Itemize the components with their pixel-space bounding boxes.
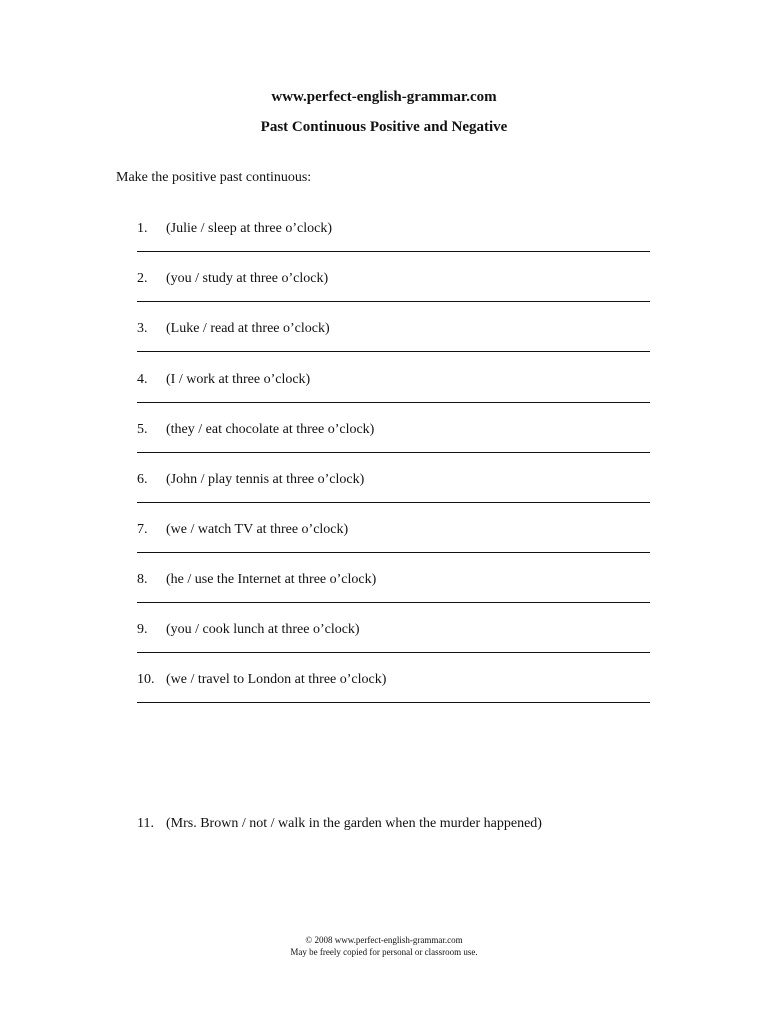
exercise-item [137, 270, 650, 320]
page-title: Past Continuous Positive and Negative [260, 119, 508, 135]
answer-line [137, 602, 650, 603]
answer-line [137, 351, 650, 352]
exercise-item [137, 320, 650, 370]
answer-line [137, 652, 650, 653]
exercise-prompt: (he / use the Internet at three o’clock) [166, 572, 377, 587]
exercise-number: 7. [137, 522, 148, 537]
answer-line [137, 251, 650, 252]
answer-line [137, 552, 650, 553]
answer-line [137, 502, 650, 503]
answer-line [137, 402, 650, 403]
exercise-prompt: (we / watch TV at three o’clock) [166, 522, 349, 537]
answer-line [137, 452, 650, 453]
exercise-prompt: (we / travel to London at three o’clock) [166, 672, 387, 687]
exercise-item [137, 521, 650, 571]
exercise-item [137, 671, 650, 721]
exercise-number: 1. [137, 221, 148, 236]
exercise-item [137, 621, 650, 671]
exercise-number: 4. [137, 372, 148, 387]
exercise-number: 8. [137, 572, 148, 587]
exercise-prompt: (Luke / read at three o’clock) [166, 321, 330, 336]
exercise-number: 3. [137, 321, 148, 336]
footer [0, 934, 768, 958]
exercise-prompt: (John / play tennis at three o’clock) [166, 472, 365, 487]
exercise-number: 2. [137, 271, 148, 286]
exercise-prompt: (I / work at three o’clock) [166, 372, 311, 387]
exercise-prompt: (Julie / sleep at three o’clock) [166, 221, 332, 236]
footer-copyright: © 2008 www.perfect-english-grammar.com [305, 935, 463, 945]
exercise-number: 9. [137, 622, 148, 637]
answer-line [137, 702, 650, 703]
exercise-item [137, 471, 650, 521]
exercise-number: 5. [137, 422, 148, 437]
exercise-item [137, 220, 650, 270]
exercise-prompt: (they / eat chocolate at three o’clock) [166, 422, 375, 437]
site-title: www.perfect-english-grammar.com [271, 89, 497, 105]
footer-note: May be freely copied for personal or classroom use. [290, 947, 478, 957]
exercise-number: 10. [137, 672, 155, 687]
exercise-number: 11. [137, 816, 154, 831]
exercise-item [137, 571, 650, 621]
exercise-prompt: (you / cook lunch at three o’clock) [166, 622, 360, 637]
instruction-text: Make the positive past continuous: [116, 170, 312, 185]
exercise-prompt: (you / study at three o’clock) [166, 271, 329, 286]
exercise-item [137, 371, 650, 421]
answer-line [137, 301, 650, 302]
exercise-prompt: (Mrs. Brown / not / walk in the garden when the murder happened) [166, 816, 542, 831]
exercise-item [137, 421, 650, 471]
exercise-number: 6. [137, 472, 148, 487]
